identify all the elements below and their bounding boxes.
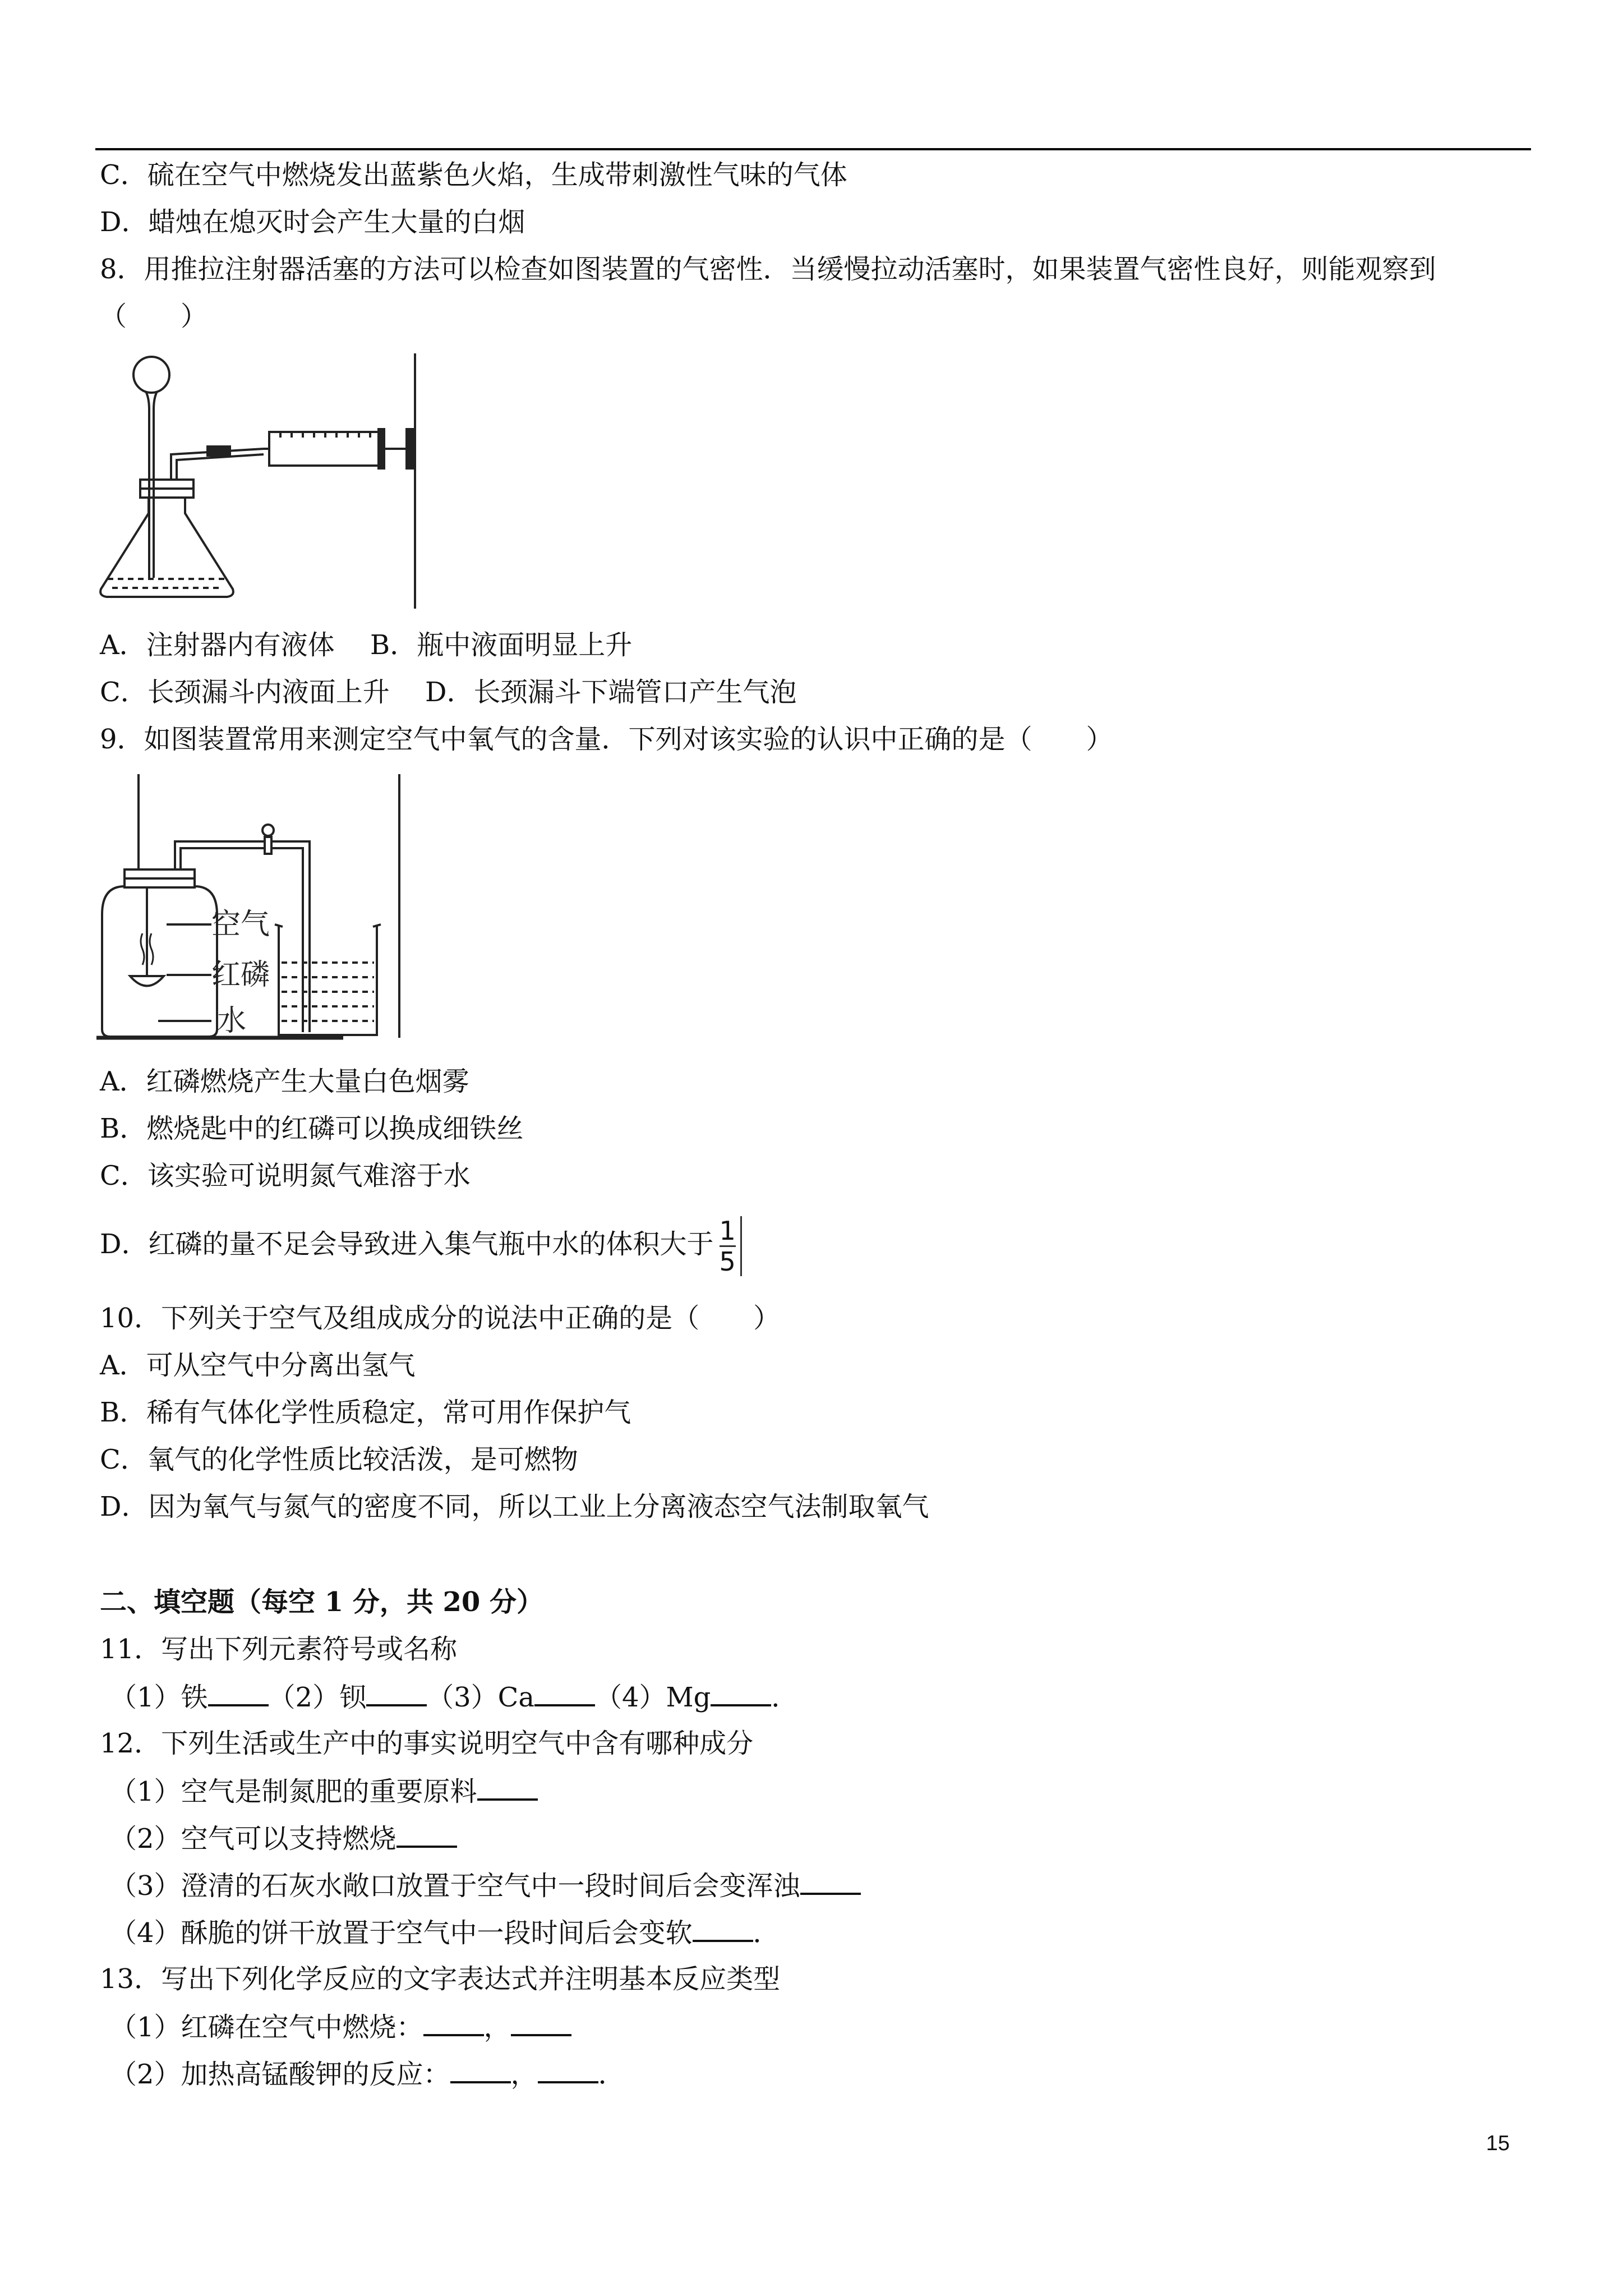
q12-part3-label: （3）澄清的石灰水敞口放置于空气中一段时间后会变浑浊: [110, 1870, 800, 1902]
q9-option-c: C．该实验可说明氮气难溶于水: [100, 1160, 471, 1191]
q11-end-mark: ．: [771, 1682, 799, 1713]
q12-part4: [110, 1915, 780, 1950]
q11-part2-blank[interactable]: [366, 1680, 427, 1706]
q13-part2: [110, 2056, 625, 2091]
q7-option-c: C．硫在空气中燃烧发出蓝紫色火焰，生成带刺激性气味的气体: [100, 159, 847, 191]
q9-fig-label-air: 空气: [211, 908, 270, 941]
q12-stem: 12．下列生活或生产中的事实说明空气中含有哪种成分: [100, 1728, 754, 1759]
q12-part1-blank[interactable]: [477, 1774, 538, 1801]
q9-stem: 9．如图装置常用来测定空气中氧气的含量．下列对该实验的认识中正确的是（ ）: [100, 724, 1113, 755]
q8-options-ab: A．注射器内有液体 B．瓶中液面明显上升: [100, 629, 633, 661]
q11-part4-blank[interactable]: [711, 1680, 771, 1706]
q13-part2-blank-expression[interactable]: [450, 2056, 511, 2083]
section-title-fill-in: 二、填空题（每空 1 分，共 20 分）: [100, 1586, 544, 1618]
q8-stem-line1: 8．用推拉注射器活塞的方法可以检查如图装置的气密性．当缓慢拉动活塞时，如果装置气密性良好，则能观察到: [100, 254, 1436, 285]
q9-fig-label-water: 水: [217, 1004, 247, 1038]
q12-part2: [110, 1821, 457, 1856]
fraction-denominator: 5: [719, 1246, 736, 1277]
q9-option-a: A．红磷燃烧产生大量白色烟雾: [100, 1066, 469, 1097]
q8-stem-line2: （ ）: [100, 301, 208, 332]
q11-part4-label: （4）Mg: [594, 1682, 711, 1713]
q13-part2-label: （2）加热高锰酸钾的反应：: [110, 2059, 450, 2090]
q7-option-d: D．蜡烛在熄灭时会产生大量的白烟: [100, 206, 525, 238]
q11-part1-blank[interactable]: [208, 1680, 269, 1706]
q12-part4-blank[interactable]: [693, 1915, 753, 1942]
q11-part3-label: （3）Ca: [427, 1682, 534, 1713]
q9-option-b: B．燃烧匙中的红磷可以换成细铁丝: [100, 1113, 524, 1144]
q12-part2-blank[interactable]: [396, 1821, 457, 1848]
q9-option-d: [100, 1216, 742, 1276]
q12-part3: [110, 1868, 861, 1903]
q13-part1-label: （1）红磷在空气中燃烧：: [110, 2012, 423, 2043]
q9-oxygen-content-apparatus-figure: [96, 774, 411, 1055]
q10-stem: 10．下列关于空气及组成成分的说法中正确的是（ ）: [100, 1303, 781, 1334]
fraction-numerator: 1: [719, 1216, 736, 1246]
q12-end-mark: ．: [753, 1917, 780, 1949]
header-rule: [95, 148, 1531, 150]
q12-part2-label: （2）空气可以支持燃烧: [110, 1823, 396, 1855]
q8-options-cd: C．长颈漏斗内液面上升 D．长颈漏斗下端管口产生气泡: [100, 677, 797, 708]
q13-part1-blank-expression[interactable]: [423, 2009, 484, 2036]
q10-option-b: B．稀有气体化学性质稳定，常可用作保护气: [100, 1397, 631, 1428]
q11-part2-label: （2）钡: [268, 1682, 367, 1713]
q11-parts: [110, 1680, 798, 1714]
q10-option-c: C．氧气的化学性质比较活泼，是可燃物: [100, 1444, 578, 1475]
q11-part3-blank[interactable]: [534, 1680, 595, 1706]
q11-part1-label: （1）铁: [110, 1682, 208, 1713]
q13-part1: [110, 2009, 571, 2044]
q12-part3-blank[interactable]: [800, 1868, 861, 1895]
q13-stem: 13．写出下列化学反应的文字表达式并注明基本反应类型: [100, 1963, 781, 1995]
q13-part2-separator: ，: [510, 2059, 538, 2090]
q10-option-d: D．因为氧气与氮气的密度不同，所以工业上分离液态空气法制取氧气: [100, 1491, 929, 1522]
q10-option-a: A．可从空气中分离出氢气: [100, 1350, 416, 1381]
q11-stem: 11．写出下列元素符号或名称: [100, 1634, 458, 1665]
q13-end-mark: ．: [598, 2059, 625, 2090]
q13-part1-blank-type[interactable]: [511, 2009, 571, 2036]
page-number: 15: [1486, 2132, 1510, 2155]
q9-option-d-text: D．红磷的量不足会导致进入集气瓶中水的体积大于: [100, 1228, 714, 1260]
q12-part4-label: （4）酥脆的饼干放置于空气中一段时间后会变软: [110, 1917, 693, 1949]
q12-part1-label: （1）空气是制氮肥的重要原料: [110, 1776, 477, 1807]
q9-fig-label-red-phosphorus: 红磷: [211, 958, 270, 992]
q12-part1: [110, 1774, 538, 1809]
fraction: [717, 1216, 742, 1276]
q8-airtightness-apparatus-figure: [95, 353, 421, 611]
q13-part2-blank-type[interactable]: [538, 2056, 598, 2083]
q13-part1-separator: ，: [483, 2012, 511, 2043]
